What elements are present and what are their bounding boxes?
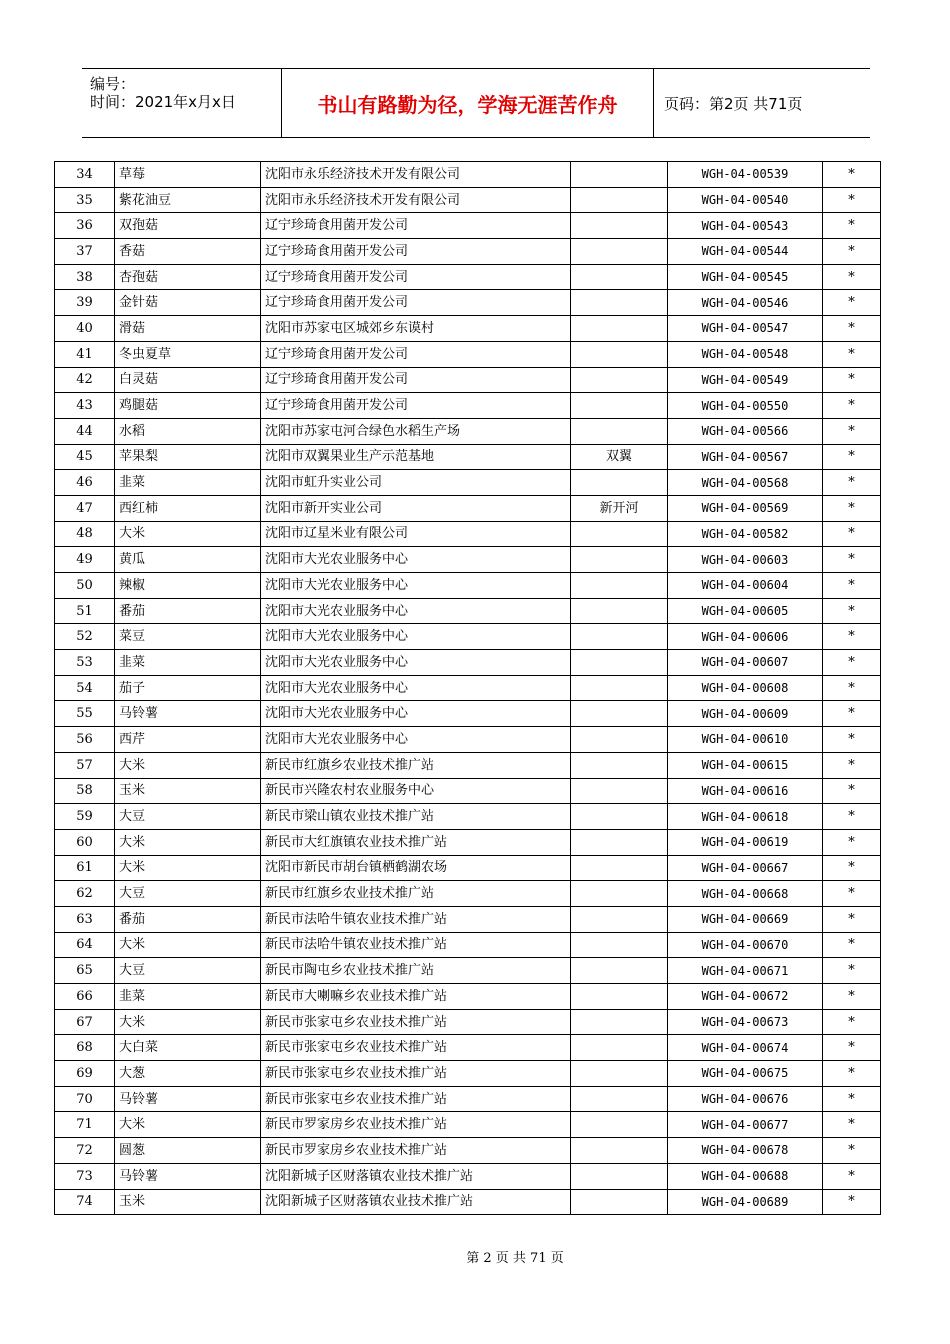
product-name-cell: 香菇 <box>115 239 261 265</box>
certificate-code-cell: WGH-04-00619 <box>668 829 823 855</box>
certificate-code-cell: WGH-04-00543 <box>668 213 823 239</box>
organization-cell: 沈阳市大光农业服务中心 <box>261 675 571 701</box>
row-number-cell: 34 <box>55 162 115 188</box>
table-row <box>55 213 881 239</box>
table-row <box>55 316 881 342</box>
organization-cell: 沈阳市苏家屯河合绿色水稻生产场 <box>261 418 571 444</box>
certificate-code-cell: WGH-04-00568 <box>668 470 823 496</box>
product-name-cell: 玉米 <box>115 778 261 804</box>
document-number-label: 编号： <box>90 75 136 93</box>
product-name-cell: 大豆 <box>115 958 261 984</box>
row-number-cell: 59 <box>55 804 115 830</box>
organization-cell: 新民市大喇嘛乡农业技术推广站 <box>261 984 571 1010</box>
table-row <box>55 470 881 496</box>
mark-cell: * <box>823 881 881 907</box>
product-name-cell: 水稻 <box>115 418 261 444</box>
certificate-code-cell: WGH-04-00618 <box>668 804 823 830</box>
page-footer: 第 2 页 共 71 页 <box>466 1251 564 1266</box>
mark-cell: * <box>823 264 881 290</box>
organization-cell: 沈阳市新开实业公司 <box>261 495 571 521</box>
product-name-cell: 紫花油豆 <box>115 187 261 213</box>
brand-cell <box>571 701 668 727</box>
row-number-cell: 51 <box>55 598 115 624</box>
certificate-code-cell: WGH-04-00608 <box>668 675 823 701</box>
row-number-cell: 68 <box>55 1035 115 1061</box>
brand-cell <box>571 624 668 650</box>
mark-cell: * <box>823 778 881 804</box>
certificate-code-cell: WGH-04-00548 <box>668 341 823 367</box>
row-number-cell: 36 <box>55 213 115 239</box>
mark-cell: * <box>823 855 881 881</box>
header-page-number: 页码：第2页 共71页 <box>664 94 803 113</box>
table-row <box>55 547 881 573</box>
organization-cell: 辽宁珍琦食用菌开发公司 <box>261 393 571 419</box>
organization-cell: 辽宁珍琦食用菌开发公司 <box>261 239 571 265</box>
certificate-code-cell: WGH-04-00607 <box>668 650 823 676</box>
brand-cell <box>571 341 668 367</box>
product-name-cell: 金针菇 <box>115 290 261 316</box>
certificate-code-cell: WGH-04-00668 <box>668 881 823 907</box>
table-row <box>55 1035 881 1061</box>
row-number-cell: 54 <box>55 675 115 701</box>
product-name-cell: 番茄 <box>115 598 261 624</box>
brand-cell <box>571 778 668 804</box>
brand-cell <box>571 213 668 239</box>
row-number-cell: 67 <box>55 1009 115 1035</box>
certificate-code-cell: WGH-04-00549 <box>668 367 823 393</box>
brand-cell <box>571 829 668 855</box>
product-name-cell: 大米 <box>115 1112 261 1138</box>
table-row <box>55 573 881 599</box>
certificate-code-cell: WGH-04-00670 <box>668 932 823 958</box>
document-date-label: 时间：2021年x月x日 <box>90 93 236 111</box>
row-number-cell: 60 <box>55 829 115 855</box>
organization-cell: 新民市罗家房乡农业技术推广站 <box>261 1112 571 1138</box>
organization-cell: 新民市法哈牛镇农业技术推广站 <box>261 906 571 932</box>
table-row <box>55 701 881 727</box>
brand-cell <box>571 1138 668 1164</box>
table-row <box>55 1138 881 1164</box>
table-row <box>55 881 881 907</box>
certificate-code-cell: WGH-04-00610 <box>668 727 823 753</box>
mark-cell: * <box>823 829 881 855</box>
organization-cell: 沈阳市苏家屯区城郊乡东谟村 <box>261 316 571 342</box>
product-name-cell: 杏孢菇 <box>115 264 261 290</box>
mark-cell: * <box>823 290 881 316</box>
product-name-cell: 大葱 <box>115 1061 261 1087</box>
brand-cell <box>571 932 668 958</box>
row-number-cell: 44 <box>55 418 115 444</box>
mark-cell: * <box>823 932 881 958</box>
table-row <box>55 727 881 753</box>
mark-cell: * <box>823 701 881 727</box>
organization-cell: 辽宁珍琦食用菌开发公司 <box>261 367 571 393</box>
certificate-code-cell: WGH-04-00546 <box>668 290 823 316</box>
organization-cell: 辽宁珍琦食用菌开发公司 <box>261 264 571 290</box>
table-row <box>55 393 881 419</box>
mark-cell: * <box>823 1163 881 1189</box>
brand-cell <box>571 1086 668 1112</box>
table-row <box>55 829 881 855</box>
table-row <box>55 804 881 830</box>
brand-cell <box>571 573 668 599</box>
mark-cell: * <box>823 598 881 624</box>
table-row <box>55 341 881 367</box>
mark-cell: * <box>823 752 881 778</box>
table-row <box>55 752 881 778</box>
table-row <box>55 162 881 188</box>
brand-cell: 双翼 <box>571 444 668 470</box>
brand-cell <box>571 1035 668 1061</box>
row-number-cell: 50 <box>55 573 115 599</box>
certificate-code-cell: WGH-04-00674 <box>668 1035 823 1061</box>
organization-cell: 新民市法哈牛镇农业技术推广站 <box>261 932 571 958</box>
brand-cell <box>571 316 668 342</box>
certificate-code-cell: WGH-04-00689 <box>668 1189 823 1215</box>
table-body <box>55 162 881 1215</box>
row-number-cell: 65 <box>55 958 115 984</box>
table-row <box>55 958 881 984</box>
organization-cell: 新民市张家屯乡农业技术推广站 <box>261 1035 571 1061</box>
brand-cell <box>571 727 668 753</box>
mark-cell: * <box>823 470 881 496</box>
product-name-cell: 大米 <box>115 1009 261 1035</box>
mark-cell: * <box>823 675 881 701</box>
row-number-cell: 46 <box>55 470 115 496</box>
row-number-cell: 42 <box>55 367 115 393</box>
organization-cell: 沈阳新城子区财落镇农业技术推广站 <box>261 1189 571 1215</box>
table-row <box>55 675 881 701</box>
organization-cell: 新民市梁山镇农业技术推广站 <box>261 804 571 830</box>
certificate-code-cell: WGH-04-00667 <box>668 855 823 881</box>
certificate-code-cell: WGH-04-00605 <box>668 598 823 624</box>
brand-cell <box>571 264 668 290</box>
certificate-code-cell: WGH-04-00615 <box>668 752 823 778</box>
row-number-cell: 66 <box>55 984 115 1010</box>
organization-cell: 沈阳市大光农业服务中心 <box>261 598 571 624</box>
product-name-cell: 白灵菇 <box>115 367 261 393</box>
organization-cell: 沈阳市大光农业服务中心 <box>261 727 571 753</box>
mark-cell: * <box>823 316 881 342</box>
row-number-cell: 45 <box>55 444 115 470</box>
row-number-cell: 58 <box>55 778 115 804</box>
product-name-cell: 菜豆 <box>115 624 261 650</box>
row-number-cell: 52 <box>55 624 115 650</box>
organization-cell: 辽宁珍琦食用菌开发公司 <box>261 341 571 367</box>
certificate-code-cell: WGH-04-00671 <box>668 958 823 984</box>
row-number-cell: 37 <box>55 239 115 265</box>
row-number-cell: 41 <box>55 341 115 367</box>
organization-cell: 沈阳市大光农业服务中心 <box>261 701 571 727</box>
row-number-cell: 69 <box>55 1061 115 1087</box>
row-number-cell: 35 <box>55 187 115 213</box>
brand-cell <box>571 1189 668 1215</box>
row-number-cell: 61 <box>55 855 115 881</box>
row-number-cell: 63 <box>55 906 115 932</box>
row-number-cell: 57 <box>55 752 115 778</box>
header-motto: 书山有路勤为径，学海无涯苦作舟 <box>282 69 654 137</box>
mark-cell: * <box>823 547 881 573</box>
table-row <box>55 367 881 393</box>
row-number-cell: 55 <box>55 701 115 727</box>
product-name-cell: 韭菜 <box>115 650 261 676</box>
product-name-cell: 草莓 <box>115 162 261 188</box>
row-number-cell: 71 <box>55 1112 115 1138</box>
certificate-code-cell: WGH-04-00606 <box>668 624 823 650</box>
certificate-code-cell: WGH-04-00567 <box>668 444 823 470</box>
brand-cell <box>571 1061 668 1087</box>
certificate-code-cell: WGH-04-00550 <box>668 393 823 419</box>
organization-cell: 沈阳市新民市胡台镇栖鹤湖农场 <box>261 855 571 881</box>
organization-cell: 沈阳市辽星米业有限公司 <box>261 521 571 547</box>
product-name-cell: 大米 <box>115 932 261 958</box>
row-number-cell: 43 <box>55 393 115 419</box>
brand-cell <box>571 547 668 573</box>
table-row <box>55 906 881 932</box>
brand-cell <box>571 855 668 881</box>
product-name-cell: 韭菜 <box>115 984 261 1010</box>
certificate-code-cell: WGH-04-00678 <box>668 1138 823 1164</box>
mark-cell: * <box>823 1086 881 1112</box>
product-name-cell: 韭菜 <box>115 470 261 496</box>
table-row <box>55 1009 881 1035</box>
organization-cell: 新民市红旗乡农业技术推广站 <box>261 752 571 778</box>
certificate-code-cell: WGH-04-00673 <box>668 1009 823 1035</box>
brand-cell <box>571 521 668 547</box>
table-row <box>55 855 881 881</box>
brand-cell <box>571 1163 668 1189</box>
mark-cell: * <box>823 367 881 393</box>
table-row <box>55 1189 881 1215</box>
table-row <box>55 187 881 213</box>
table-row <box>55 290 881 316</box>
mark-cell: * <box>823 239 881 265</box>
row-number-cell: 73 <box>55 1163 115 1189</box>
certificate-code-cell: WGH-04-00604 <box>668 573 823 599</box>
table-row <box>55 598 881 624</box>
table-row <box>55 418 881 444</box>
mark-cell: * <box>823 1035 881 1061</box>
row-number-cell: 56 <box>55 727 115 753</box>
product-name-cell: 大豆 <box>115 881 261 907</box>
product-name-cell: 大米 <box>115 752 261 778</box>
table-row <box>55 624 881 650</box>
certificate-code-cell: WGH-04-00545 <box>668 264 823 290</box>
brand-cell <box>571 804 668 830</box>
certificate-code-cell: WGH-04-00675 <box>668 1061 823 1087</box>
table-row <box>55 239 881 265</box>
mark-cell: * <box>823 393 881 419</box>
table-row <box>55 444 881 470</box>
row-number-cell: 74 <box>55 1189 115 1215</box>
table-row <box>55 264 881 290</box>
mark-cell: * <box>823 1112 881 1138</box>
product-name-cell: 大白菜 <box>115 1035 261 1061</box>
organization-cell: 新民市大红旗镇农业技术推广站 <box>261 829 571 855</box>
brand-cell <box>571 162 668 188</box>
organization-cell: 沈阳市大光农业服务中心 <box>261 624 571 650</box>
certificate-code-cell: WGH-04-00569 <box>668 495 823 521</box>
certificate-code-cell: WGH-04-00616 <box>668 778 823 804</box>
table-row <box>55 1112 881 1138</box>
organization-cell: 沈阳市永乐经济技术开发有限公司 <box>261 162 571 188</box>
row-number-cell: 64 <box>55 932 115 958</box>
row-number-cell: 53 <box>55 650 115 676</box>
product-name-cell: 黄瓜 <box>115 547 261 573</box>
brand-cell <box>571 393 668 419</box>
brand-cell: 新开河 <box>571 495 668 521</box>
organization-cell: 新民市张家屯乡农业技术推广站 <box>261 1086 571 1112</box>
mark-cell: * <box>823 418 881 444</box>
brand-cell <box>571 958 668 984</box>
organization-cell: 沈阳市永乐经济技术开发有限公司 <box>261 187 571 213</box>
row-number-cell: 62 <box>55 881 115 907</box>
mark-cell: * <box>823 984 881 1010</box>
product-name-cell: 大米 <box>115 521 261 547</box>
mark-cell: * <box>823 162 881 188</box>
row-number-cell: 49 <box>55 547 115 573</box>
product-name-cell: 冬虫夏草 <box>115 341 261 367</box>
certificate-code-cell: WGH-04-00544 <box>668 239 823 265</box>
mark-cell: * <box>823 573 881 599</box>
mark-cell: * <box>823 1189 881 1215</box>
mark-cell: * <box>823 727 881 753</box>
certificate-code-cell: WGH-04-00677 <box>668 1112 823 1138</box>
table-row <box>55 495 881 521</box>
organization-cell: 沈阳市大光农业服务中心 <box>261 573 571 599</box>
brand-cell <box>571 675 668 701</box>
row-number-cell: 72 <box>55 1138 115 1164</box>
row-number-cell: 40 <box>55 316 115 342</box>
certificate-code-cell: WGH-04-00582 <box>668 521 823 547</box>
organization-cell: 新民市罗家房乡农业技术推广站 <box>261 1138 571 1164</box>
certificate-code-cell: WGH-04-00547 <box>668 316 823 342</box>
organization-cell: 沈阳市双翼果业生产示范基地 <box>261 444 571 470</box>
certificate-code-cell: WGH-04-00540 <box>668 187 823 213</box>
certificate-code-cell: WGH-04-00688 <box>668 1163 823 1189</box>
certificate-code-cell: WGH-04-00672 <box>668 984 823 1010</box>
table-row <box>55 1086 881 1112</box>
mark-cell: * <box>823 804 881 830</box>
mark-cell: * <box>823 906 881 932</box>
certificate-code-cell: WGH-04-00539 <box>668 162 823 188</box>
brand-cell <box>571 881 668 907</box>
certificate-code-cell: WGH-04-00603 <box>668 547 823 573</box>
product-name-cell: 辣椒 <box>115 573 261 599</box>
table-row <box>55 1061 881 1087</box>
product-name-cell: 马铃薯 <box>115 701 261 727</box>
product-name-cell: 滑菇 <box>115 316 261 342</box>
mark-cell: * <box>823 1061 881 1087</box>
row-number-cell: 39 <box>55 290 115 316</box>
mark-cell: * <box>823 444 881 470</box>
row-number-cell: 70 <box>55 1086 115 1112</box>
product-name-cell: 鸡腿菇 <box>115 393 261 419</box>
organization-cell: 辽宁珍琦食用菌开发公司 <box>261 213 571 239</box>
row-number-cell: 38 <box>55 264 115 290</box>
product-name-cell: 大豆 <box>115 804 261 830</box>
mark-cell: * <box>823 341 881 367</box>
product-registry-table <box>54 161 881 1215</box>
certificate-code-cell: WGH-04-00676 <box>668 1086 823 1112</box>
organization-cell: 沈阳市虹升实业公司 <box>261 470 571 496</box>
organization-cell: 新民市张家屯乡农业技术推广站 <box>261 1061 571 1087</box>
brand-cell <box>571 650 668 676</box>
brand-cell <box>571 1009 668 1035</box>
product-name-cell: 马铃薯 <box>115 1163 261 1189</box>
row-number-cell: 47 <box>55 495 115 521</box>
certificate-code-cell: WGH-04-00669 <box>668 906 823 932</box>
page-header <box>82 68 870 138</box>
product-name-cell: 圆葱 <box>115 1138 261 1164</box>
product-name-cell: 西芹 <box>115 727 261 753</box>
table-row <box>55 650 881 676</box>
table-row <box>55 932 881 958</box>
brand-cell <box>571 470 668 496</box>
mark-cell: * <box>823 495 881 521</box>
product-name-cell: 双孢菇 <box>115 213 261 239</box>
product-name-cell: 番茄 <box>115 906 261 932</box>
organization-cell: 新民市张家屯乡农业技术推广站 <box>261 1009 571 1035</box>
mark-cell: * <box>823 958 881 984</box>
mark-cell: * <box>823 1009 881 1035</box>
organization-cell: 新民市红旗乡农业技术推广站 <box>261 881 571 907</box>
product-name-cell: 玉米 <box>115 1189 261 1215</box>
organization-cell: 沈阳市大光农业服务中心 <box>261 547 571 573</box>
brand-cell <box>571 598 668 624</box>
product-name-cell: 西红柿 <box>115 495 261 521</box>
certificate-code-cell: WGH-04-00609 <box>668 701 823 727</box>
row-number-cell: 48 <box>55 521 115 547</box>
header-info-cell <box>82 69 282 137</box>
brand-cell <box>571 1112 668 1138</box>
table-row <box>55 1163 881 1189</box>
product-name-cell: 马铃薯 <box>115 1086 261 1112</box>
product-name-cell: 苹果梨 <box>115 444 261 470</box>
organization-cell: 沈阳市大光农业服务中心 <box>261 650 571 676</box>
brand-cell <box>571 239 668 265</box>
table-row <box>55 778 881 804</box>
mark-cell: * <box>823 187 881 213</box>
brand-cell <box>571 906 668 932</box>
mark-cell: * <box>823 624 881 650</box>
mark-cell: * <box>823 521 881 547</box>
organization-cell: 新民市兴隆农村农业服务中心 <box>261 778 571 804</box>
mark-cell: * <box>823 650 881 676</box>
brand-cell <box>571 752 668 778</box>
brand-cell <box>571 418 668 444</box>
table-row <box>55 521 881 547</box>
product-name-cell: 茄子 <box>115 675 261 701</box>
organization-cell: 沈阳新城子区财落镇农业技术推广站 <box>261 1163 571 1189</box>
organization-cell: 辽宁珍琦食用菌开发公司 <box>261 290 571 316</box>
certificate-code-cell: WGH-04-00566 <box>668 418 823 444</box>
table-row <box>55 984 881 1010</box>
product-name-cell: 大米 <box>115 829 261 855</box>
brand-cell <box>571 290 668 316</box>
brand-cell <box>571 984 668 1010</box>
mark-cell: * <box>823 213 881 239</box>
organization-cell: 新民市陶屯乡农业技术推广站 <box>261 958 571 984</box>
mark-cell: * <box>823 1138 881 1164</box>
brand-cell <box>571 187 668 213</box>
brand-cell <box>571 367 668 393</box>
product-name-cell: 大米 <box>115 855 261 881</box>
